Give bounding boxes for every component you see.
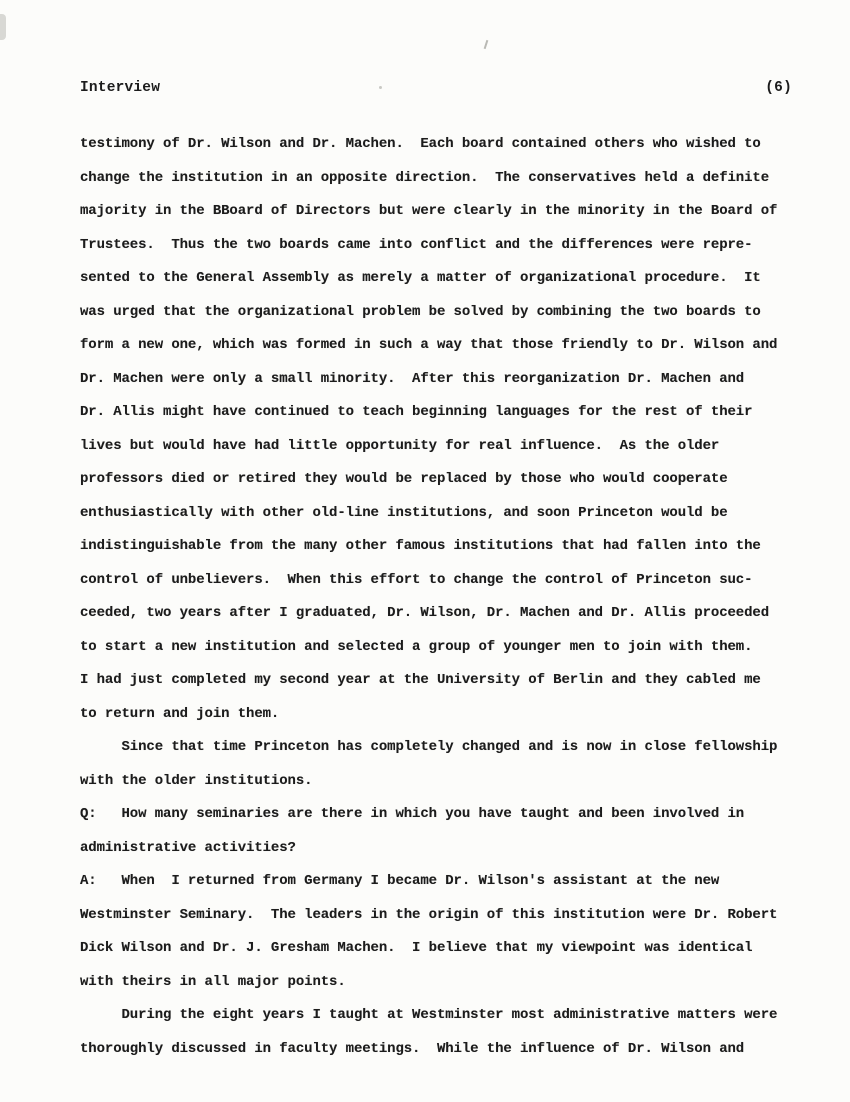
text-line: I had just completed my second year at the University of Berlin and they cabled me xyxy=(80,672,761,688)
text-line: Dr. Allis might have continued to teach beginning languages for the rest of their xyxy=(80,404,753,420)
text-line: Westminster Seminary. The leaders in the origin of this institution were Dr. Robert xyxy=(80,906,778,923)
text-line: with theirs in all major points. xyxy=(80,973,346,990)
text-line: Trustees. Thus the two boards came into conflict and the differences were repre- xyxy=(80,236,753,253)
text-line: thoroughly discussed in faculty meetings. While the influence of Dr. Wilson and xyxy=(80,1040,745,1057)
text-line: indistinguishable from the many other famous institutions that had fallen into the xyxy=(80,538,761,554)
text-line: enthusiastically with other old-line institutions, and soon Princeton would be xyxy=(80,504,728,521)
text-line: sented to the General Assembly as merely a matter of organizational procedure. It xyxy=(80,270,761,286)
page-header xyxy=(80,80,792,96)
text-line: Dr. Machen were only a small minority. After this reorganization Dr. Machen and xyxy=(80,370,745,387)
text-line: change the institution in an opposite direction. The conservatives held a definite xyxy=(80,169,770,186)
text-line: Dick Wilson and Dr. J. Gresham Machen. I believe that my viewpoint was identical xyxy=(80,940,753,956)
document-body xyxy=(80,128,810,1066)
scan-smudge xyxy=(0,14,6,40)
text-line: was urged that the organizational problem be solved by combining the two boards to xyxy=(80,303,761,320)
text-line: administrative activities? xyxy=(80,839,296,856)
text-line: majority in the BBoard of Directors but were clearly in the minority in the Board of xyxy=(80,203,778,219)
text-line: lives but would have had little opportunity for real influence. As the older xyxy=(80,437,720,454)
text-line: Since that time Princeton has completely changed and is now in close fellowship xyxy=(80,739,778,755)
text-line: testimony of Dr. Wilson and Dr. Machen. Each board contained others who wished to xyxy=(80,136,761,152)
text-line: form a new one, which was formed in such a way that those friendly to Dr. Wilson and xyxy=(80,337,778,353)
text-line: During the eight years I taught at Westminster most administrative matters were xyxy=(80,1007,778,1023)
text-line: ceeded, two years after I graduated, Dr. Wilson, Dr. Machen and Dr. Allis proceeded xyxy=(80,605,770,621)
header-title: Interview xyxy=(80,80,161,96)
text-line: A: When I returned from Germany I became Dr. Wilson's assistant at the new xyxy=(80,873,720,889)
text-line: Q: How many seminaries are there in which you have taught and been involved in xyxy=(80,806,745,822)
text-line: to start a new institution and selected a group of younger men to join with them. xyxy=(80,638,753,655)
text-line: control of unbelievers. When this effort to change the control of Princeton suc- xyxy=(80,571,753,588)
text-line: professors died or retired they would be replaced by those who would cooperate xyxy=(80,471,728,487)
page-number: (6) xyxy=(765,80,792,96)
text-line: with the older institutions. xyxy=(80,772,313,789)
scan-mark xyxy=(484,40,489,49)
text-line: to return and join them. xyxy=(80,705,280,722)
